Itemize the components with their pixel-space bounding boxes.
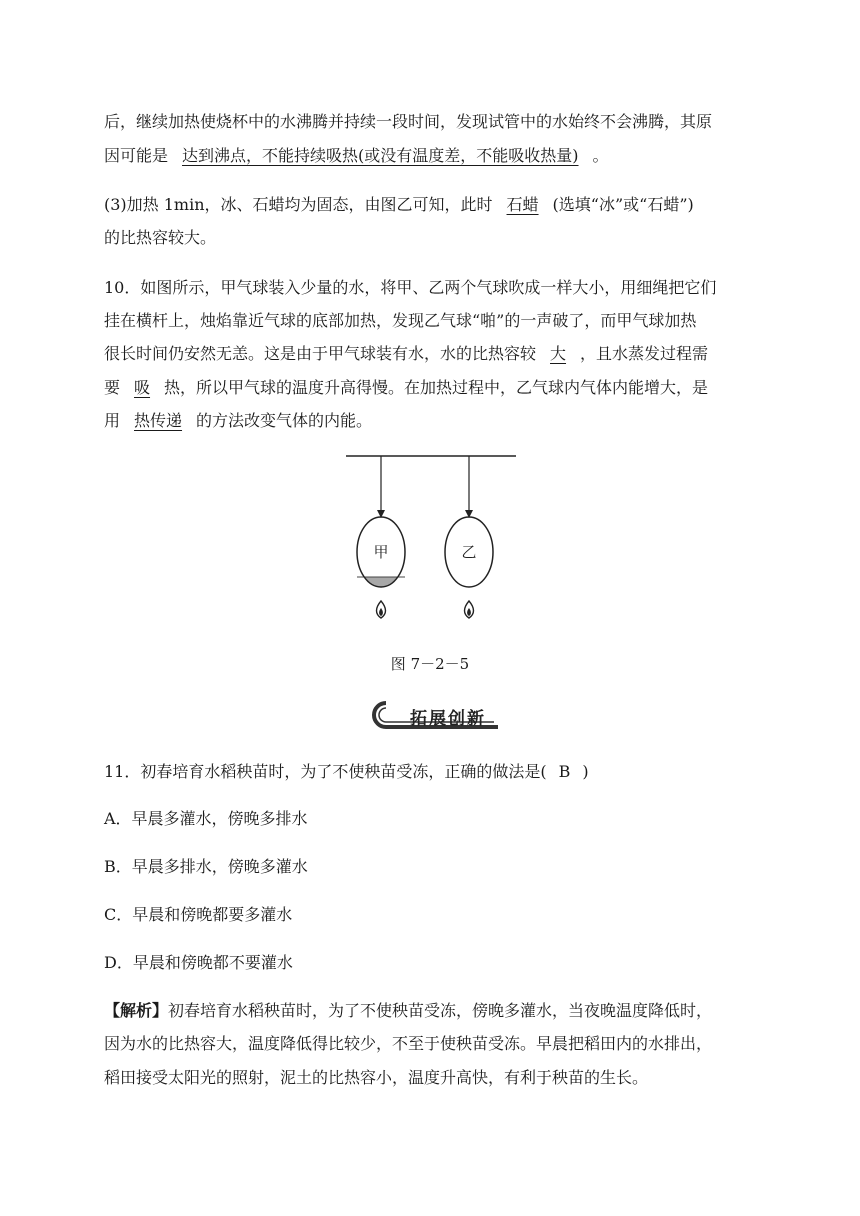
water-in-balloon-a [355,577,407,591]
solution-line3: 稻田接受太阳光的照射，泥土的比热容小，温度升高快，有利于秧苗的生长。 [104,1068,649,1087]
q9-answer-blank: 达到沸点，不能持续吸热(或没有温度差，不能吸收热量) [182,146,579,165]
solution-line2: 因为水的比热容大，温度降低得比较少，不至于使秧苗受冻。早晨把稻田内的水排出， [104,1034,713,1053]
q11-option-d: D．早晨和傍晚都不要灌水 [104,953,293,972]
q11-option-a: A．早晨多灌水，傍晚多排水 [104,809,308,828]
q9-line2: 因可能是 达到沸点，不能持续吸热(或没有温度差，不能吸收热量) 。 [104,146,609,165]
section-banner [364,700,498,730]
q11-answer: B [558,762,571,781]
balloon-b-label: 乙 [461,543,477,561]
q10-line5: 用 热传递 的方法改变气体的内能。 [104,411,373,430]
solution-label: 【解析】 [104,1001,169,1020]
q11-option-c: C．早晨和傍晚都要多灌水 [104,905,293,924]
q10-answer-1: 大 [550,344,567,363]
q10-answer-2: 吸 [134,378,151,397]
q9-line1: 后，继续加热使烧杯中的水沸腾并持续一段时间，发现试管中的水始终不会沸腾，其原 [104,112,713,131]
q10-line3: 很长时间仍安然无恙。这是由于甲气球装有水，水的比热容较 大 ，且水蒸发过程需 [104,344,709,363]
q11-stem: 11．初春培育水稻秧苗时，为了不使秧苗受冻，正确的做法是( B ) [104,762,589,781]
q11-option-b: B．早晨多排水，傍晚多灌水 [104,857,308,876]
q9-part3-line1: (3)加热 1min，冰、石蜡均为固态，由图乙可知，此时 石蜡 (选填“冰”或“石蜡”) [104,195,694,214]
figure-caption: 图 7－2－5 [390,655,470,673]
q10-line2: 挂在横杆上，烛焰靠近气球的底部加热，发现乙气球“啪”的一声破了，而甲气球加热 [104,311,697,330]
q10-answer-3: 热传递 [134,411,183,430]
balloon-a-label: 甲 [373,543,389,561]
solution-line1: 【解析】初春培育水稻秧苗时，为了不使秧苗受冻，傍晚多灌水，当夜晚温度降低时， [104,1001,713,1020]
q9-part3-answer: 石蜡 [506,195,539,214]
q10-line4: 要 吸 热，所以甲气球的温度升高得慢。在加热过程中，乙气球内气体内能增大，是 [104,378,709,397]
q10-line1: 10．如图所示，甲气球装入少量的水，将甲、乙两个气球吹成一样大小，用细绳把它们 [104,278,717,297]
banner-title: 拓展创新 [410,709,486,729]
q9-part3-line2: 的比热容较大。 [104,228,217,247]
